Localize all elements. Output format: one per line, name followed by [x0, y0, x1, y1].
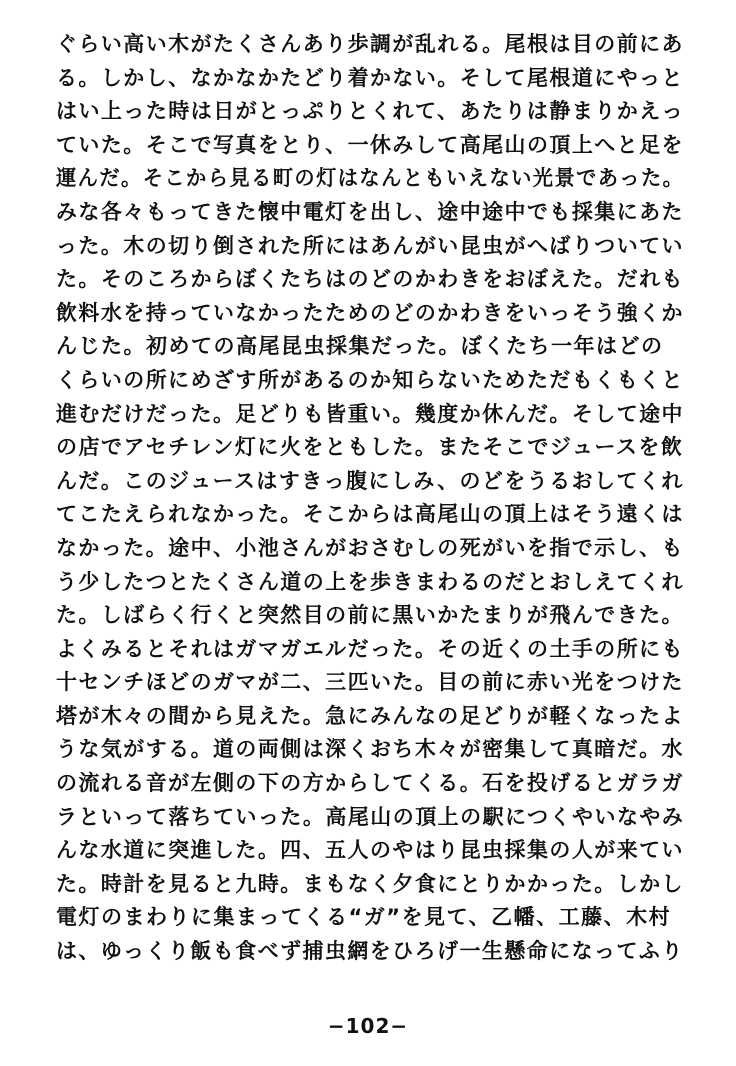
text-line: ぐらい高い木がたくさんあり歩調が乱れる。尾根は目の前にあ — [56, 32, 684, 56]
text-line: はい上った時は日がとっぷりとくれて、あたりは静まりかえっ — [56, 99, 684, 124]
text-line: んだ。このジュースはすきっ腹にしみ、のどをうるおしてくれ — [56, 468, 684, 493]
text-line: た。時計を見ると九時。まもなく夕食にとりかかった。しかし — [56, 871, 684, 896]
text-line: 進むだけだった。足どりも皆重い。幾度か休んだ。そして途中 — [56, 401, 684, 426]
text-line: 十センチほどのガマが二、三匹いた。目の前に赤い光をつけた — [56, 670, 684, 695]
text-line: んな水道に突進した。四、五人のやはり昆虫採集の人が来てい — [56, 838, 684, 863]
text-line: くらいの所にめざす所があるのか知らないためただもくもくと — [56, 367, 684, 392]
text-line: う少したつとたくさん道の上を歩きまわるのだとおしえてくれ — [56, 569, 684, 594]
text-line: みな各々もってきた懐中電灯を出し、途中途中でも採集にあた — [56, 199, 684, 224]
body-text — [56, 28, 684, 969]
page-number: −102− — [327, 1014, 409, 1038]
text-line: ていた。そこで写真をとり、一休みして高尾山の頂上へと足を — [56, 132, 684, 157]
text-line: 運んだ。そこから見る町の灯はなんともいえない光景であった。 — [56, 166, 685, 191]
text-line: の店でアセチレン灯に火をともした。またそこでジュースを飲 — [56, 435, 684, 460]
text-line: る。しかし、なかなかたどり着かない。そして尾根道にやっと — [56, 65, 684, 90]
text-line: 飲料水を持っていなかったためのどのかわきをいっそう強くか — [56, 300, 684, 325]
text-line: た。しばらく行くと突然目の前に黒いかたまりが飛んできた。 — [56, 603, 684, 628]
text-line: よくみるとそれはガマガエルだった。その近くの土手の所にも — [56, 636, 684, 661]
text-line: 電灯のまわりに集まってくる“ガ”を見て、乙幡、工藤、木村 — [56, 905, 672, 930]
text-line: うな気がする。道の両側は深くおち木々が密集して真暗だ。水 — [56, 737, 684, 762]
text-line: った。木の切り倒された所にはあんがい昆虫がへばりついてい — [56, 233, 684, 258]
text-line: は、ゆっくり飯も食べず捕虫網をひろげ一生懸命になってふり — [56, 939, 684, 964]
text-line: んじた。初めての高尾昆虫採集だった。ぼくたち一年はどの — [56, 334, 664, 359]
text-line: てこたえられなかった。そこからは高尾山の頂上はそう遠くは — [56, 502, 684, 527]
text-line: ラといって落ちていった。高尾山の頂上の駅につくやいなやみ — [56, 804, 684, 829]
text-line: た。そのころからぼくたちはのどのかわきをおぼえた。だれも — [56, 267, 684, 292]
text-line: の流れる音が左側の下の方からしてくる。石を投げるとガラガ — [56, 771, 684, 796]
text-line: なかった。途中、小池さんがおさむしの死がいを指で示し、も — [56, 535, 684, 560]
text-line: 塔が木々の間から見えた。急にみんなの足どりが軽くなったよ — [56, 703, 684, 728]
